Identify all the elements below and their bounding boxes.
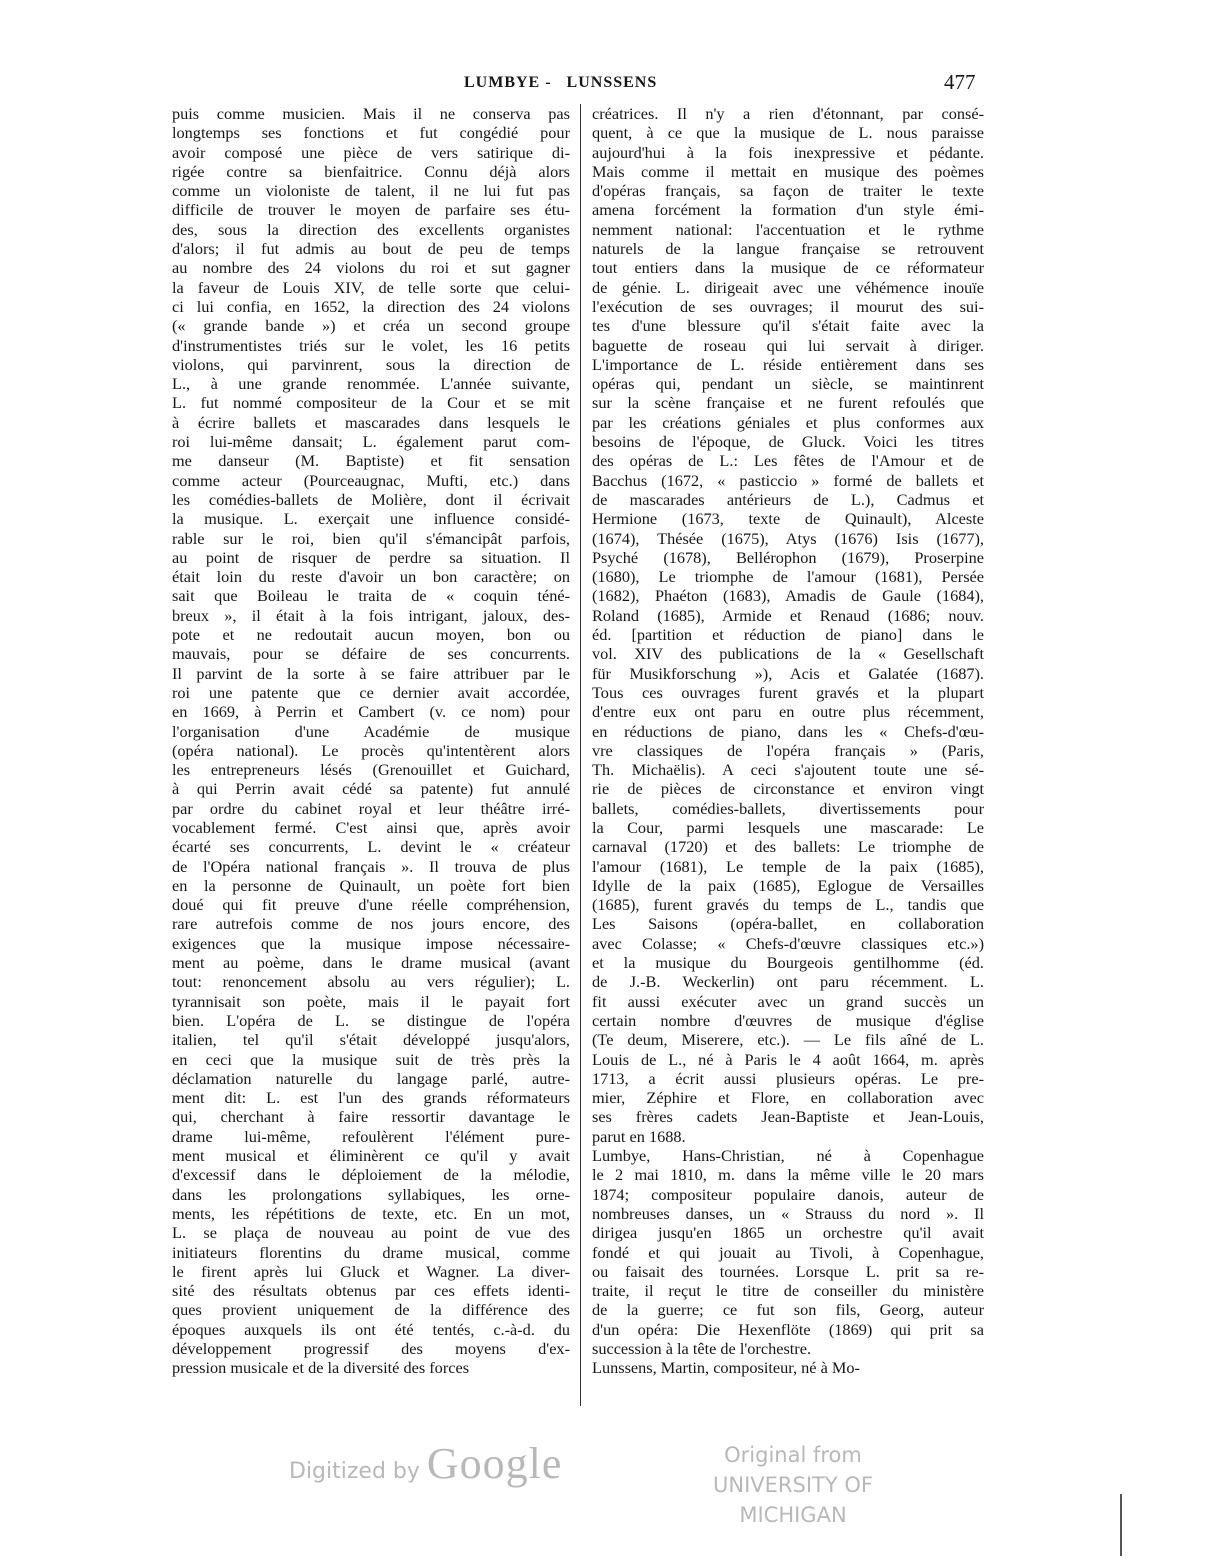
text-line: exigences que la musique impose nécessaire- <box>172 933 570 953</box>
text-line: doué qui fit preuve d'une réelle compréhension, <box>172 895 570 915</box>
text-line: ou faisait des tournées. Lorsque L. prit sa re- <box>592 1261 984 1281</box>
text-line: à qui Perrin avait cédé sa patente) fut annulé <box>172 779 570 799</box>
text-line: tes d'une blessure qu'il s'était faite avec la <box>592 316 984 336</box>
text-line: (1680), Le triomphe de l'amour (1681), Persée <box>592 567 984 587</box>
text-line: le firent après lui Gluck et Wagner. La diver- <box>172 1261 570 1281</box>
text-line: roi lui-même dansait; L. également parut com- <box>172 432 570 452</box>
text-line: au nombre des 24 violons du roi et sut gagner <box>172 258 570 278</box>
text-line: l'amour (1681), Le temple de la paix (1685), <box>592 856 984 876</box>
text-line: drame lui-même, refoulèrent l'élément pure- <box>172 1126 570 1146</box>
text-line: la Cour, parmi lesquels une mascarade: Le <box>592 817 984 837</box>
text-line: difficile de trouver le moyen de parfaire ses étu- <box>172 200 570 220</box>
text-line: tout entiers dans la musique de ce réformateur <box>592 258 984 278</box>
text-line: (1674), Thésée (1675), Atys (1676) Isis (1677), <box>592 528 984 548</box>
digitized-by-label: Digitized by <box>289 1459 420 1484</box>
text-line: quent, à ce que la musique de L. nous paraisse <box>592 123 984 143</box>
text-line: violons, qui parvinrent, sous la direction de <box>172 354 570 374</box>
text-line: rare autrefois comme de nos jours encore, des <box>172 914 570 934</box>
text-line: puis comme musicien. Mais il ne conserva pas <box>172 104 570 123</box>
text-line: (« grande bande ») et créa un second groupe <box>172 316 570 336</box>
text-line: et la musique du Bourgeois gentilhomme (éd. <box>592 953 984 973</box>
text-line: Les Saisons (opéra-ballet, en collaboration <box>592 914 984 934</box>
text-line: baguette de roseau qui lui servait à diriger. <box>592 335 984 355</box>
text-line: italien, tel qu'il s'était développé jusqu'alors, <box>172 1030 570 1050</box>
text-line: vre classiques de l'opéra français » (Paris, <box>592 740 984 760</box>
text-line: en réductions de piano, dans les « Chefs-d'œu- <box>592 721 984 741</box>
text-line: nombreuses danses, un « Strauss du nord ». Il <box>592 1203 984 1223</box>
text-line: traite, il reçut le titre de conseiller du ministère <box>592 1281 984 1301</box>
scan-edge-mark <box>1120 1494 1122 1556</box>
text-line: Idylle de la paix (1685), Eglogue de Versailles <box>592 875 984 895</box>
original-from-label: Original from <box>724 1443 862 1467</box>
text-line: fit aussi exécuter avec un grand succès un <box>592 991 984 1011</box>
text-line: L. fut nommé compositeur de la Cour et se mit <box>172 393 570 413</box>
text-line: éd. [partition et réduction de piano] dans le <box>592 625 984 645</box>
text-line: développement progressif des moyens d'ex- <box>172 1339 570 1358</box>
text-line: longtemps ses fonctions et fut congédié pour <box>172 123 570 143</box>
original-from-watermark <box>668 1440 918 1530</box>
text-line: pote et ne redoutait aucun moyen, bon ou <box>172 625 570 645</box>
text-line: certain nombre d'œuvres de musique d'église <box>592 1010 984 1030</box>
text-line: Bacchus (1672, « pasticcio » formé de ballets et <box>592 470 984 490</box>
text-line: Hermione (1673, texte de Quinault), Alceste <box>592 509 984 529</box>
text-line: de l'Opéra national français ». Il trouva de plus <box>172 856 570 876</box>
text-line: par les créations géniales et plus conformes aux <box>592 412 984 432</box>
text-line: ques provient uniquement de la différence des <box>172 1300 570 1320</box>
text-line: L., à une grande renommée. L'année suivante, <box>172 374 570 394</box>
text-line: Lumbye, Hans-Christian, né à Copenhague <box>592 1146 984 1166</box>
text-line: de la guerre; ce fut son fils, Georg, auteur <box>592 1300 984 1320</box>
text-line: rable sur le roi, bien qu'il s'émancipât parfois, <box>172 528 570 548</box>
text-line: (1685), furent gravés du temps de L., tandis que <box>592 895 984 915</box>
text-line: Psyché (1678), Bellérophon (1679), Proserpine <box>592 547 984 567</box>
text-line: mier, Zéphire et Flore, en collaboration avec <box>592 1088 984 1108</box>
text-line: vol. XIV des publications de la « Gesellschaft <box>592 644 984 664</box>
text-line: (Te deum, Miserere, etc.). — Le fils aîné de L. <box>592 1030 984 1050</box>
text-line: parut en 1688. <box>592 1126 686 1146</box>
text-line: l'organisation d'une Académie de musique <box>172 721 570 741</box>
text-line: ses frères cadets Jean-Baptiste et Jean-Louis, <box>592 1107 984 1127</box>
text-line: comme un violoniste de talent, il ne lui fut pas <box>172 181 570 201</box>
text-line: Th. Michaëlis). A ceci s'ajoutent toute une sé- <box>592 760 984 780</box>
text-line: me danseur (M. Baptiste) et fit sensation <box>172 451 570 471</box>
text-line: sur la scène française et ne furent refoulés que <box>592 393 984 413</box>
text-line: au point de risquer de perdre sa situation. Il <box>172 547 570 567</box>
text-line: roi une patente que ce dernier avait accordée, <box>172 682 570 702</box>
text-line: en 1669, à Perrin et Cambert (v. ce nom) pour <box>172 702 570 722</box>
text-line: les comédies-ballets de Molière, dont il écrivait <box>172 489 570 509</box>
text-line: écarté ses concurrents, L. devint le « créateur <box>172 837 570 857</box>
text-line: ment musical et éliminèrent ce qu'il y avait <box>172 1146 570 1166</box>
text-line: initiateurs florentins du drame musical, comme <box>172 1242 570 1262</box>
text-line: par ordre du cabinet royal et leur théâtre irré- <box>172 798 570 818</box>
text-line: succession à la tête de l'orchestre. <box>592 1339 812 1358</box>
text-line: Roland (1685), Armide et Renaud (1686; nouv. <box>592 605 984 625</box>
text-line: la musique. L. exerçait une influence considé- <box>172 509 570 529</box>
text-line: d'alors; il fut admis au bout de peu de temps <box>172 239 570 259</box>
text-line: de J.-B. Weckerlin) ont paru récemment. L. <box>592 972 984 992</box>
text-line: de mascarades antérieurs de L.), Cadmus et <box>592 489 984 509</box>
text-line: ment dit: L. est l'un des grands réformateurs <box>172 1088 570 1108</box>
text-line: L'importance de L. réside entièrement dans ses <box>592 354 984 374</box>
text-line: à écrire ballets et mascarades dans lesquels le <box>172 412 570 432</box>
text-line: ment au poème, dans le drame musical (avant <box>172 953 570 973</box>
text-line: nemment national: l'accentuation et le rythme <box>592 219 984 239</box>
text-line: tyrannisait son poète, mais il le payait fort <box>172 991 570 1011</box>
text-line: la faveur de Louis XIV, de telle sorte que celui- <box>172 277 570 297</box>
text-line: (1682), Phaéton (1683), Amadis de Gaule (1684), <box>592 586 984 606</box>
university-label: UNIVERSITY OF MICHIGAN <box>713 1473 873 1527</box>
text-line: sité des résultats obtenus par ces effets identi- <box>172 1281 570 1301</box>
text-line: en la personne de Quinault, un poète fort bien <box>172 875 570 895</box>
text-line: comme acteur (Pourceaugnac, Mufti, etc.) dans <box>172 470 570 490</box>
text-line: en ceci que la musique suit de très près la <box>172 1049 570 1069</box>
text-line: pression musicale et de la diversité des forces <box>172 1358 470 1378</box>
text-line: des, sous la direction des excellents organistes <box>172 219 570 239</box>
text-line: époques auxquels ils ont été tentés, c.-à-d. du <box>172 1319 570 1339</box>
text-line: rie de pièces de circonstance et environ vingt <box>592 779 984 799</box>
text-line: naturels de la langue française se retrouvent <box>592 239 984 259</box>
text-line: d'instrumentistes triés sur le volet, les 16 petits <box>172 335 570 355</box>
left-column <box>172 104 570 1378</box>
text-line: mauvais, pour se défaire de ses concurrents. <box>172 644 570 664</box>
text-line: (opéra national). Le procès qu'intentèrent alors <box>172 740 570 760</box>
text-line: opéras qui, pendant un siècle, se maintinrent <box>592 374 984 394</box>
text-line: fondé et qui jouait au Tivoli, à Copenhague, <box>592 1242 984 1262</box>
text-line: 1874; compositeur populaire danois, auteur de <box>592 1184 984 1204</box>
text-line: de génie. L. dirigeait avec une véhémence inouïe <box>592 277 984 297</box>
text-line: était loin du reste d'avoir un bon caractère; on <box>172 567 570 587</box>
text-line: amena forcément la formation d'un style émi- <box>592 200 984 220</box>
text-line: le 2 mai 1810, m. dans la même ville le 20 mars <box>592 1165 984 1185</box>
text-line: vocablement fermé. C'est ainsi que, après avoir <box>172 817 570 837</box>
text-line: d'opéras français, sa façon de traiter le texte <box>592 181 984 201</box>
text-line: d'excessif dans le déploiement de la mélodie, <box>172 1165 570 1185</box>
text-line: ballets, comédies-ballets, divertissements pour <box>592 798 984 818</box>
text-line: avec Colasse; « Chefs-d'œuvre classiques etc.») <box>592 933 984 953</box>
digitized-by-google-watermark <box>289 1438 562 1489</box>
right-column <box>592 104 984 1378</box>
google-logo: Google <box>426 1439 563 1488</box>
text-line: dans les prolongations syllabiques, les orne- <box>172 1184 570 1204</box>
text-line: bien. L'opéra de L. se distingue de l'opéra <box>172 1010 570 1030</box>
text-line: tout: renoncement absolu au vers régulier); L. <box>172 972 570 992</box>
running-header: LUMBYE - LUNSSENS <box>464 74 658 91</box>
text-line: créatrices. Il n'y a rien d'étonnant, par consé- <box>592 104 984 123</box>
text-line: besoins de l'époque, de Gluck. Voici les titres <box>592 432 984 452</box>
text-line: l'exécution de ses ouvrages; il mourut des sui- <box>592 296 984 316</box>
page-number: 477 <box>944 70 976 94</box>
text-line: Lunssens, Martin, compositeur, né à Mo- <box>592 1358 860 1378</box>
text-line: 1713, a écrit aussi plusieurs opéras. Le pre- <box>592 1068 984 1088</box>
text-line: les entrepreneurs lésés (Grenouillet et Guichard, <box>172 760 570 780</box>
text-line: aujourd'hui à la fois inexpressive et pédante. <box>592 142 984 162</box>
text-line: ci lui confia, en 1652, la direction des 24 violons <box>172 296 570 316</box>
text-line: carnaval (1720) et des ballets: Le triomphe de <box>592 837 984 857</box>
text-line: d'entre eux ont paru en outre plus récemment, <box>592 702 984 722</box>
text-line: des opéras de L.: Les fêtes de l'Amour et de <box>592 451 984 471</box>
text-line: ments, les répétitions de texte, etc. En un mot, <box>172 1203 570 1223</box>
text-line: avoir composé une pièce de vers satirique di- <box>172 142 570 162</box>
text-line: Tous ces ouvrages furent gravés et la plupart <box>592 682 984 702</box>
column-divider <box>580 104 581 1406</box>
text-line: dirigea jusqu'en 1865 un orchestre qu'il avait <box>592 1223 984 1243</box>
text-line: Il parvint de la sorte à se faire attribuer par le <box>172 663 570 683</box>
text-line: breux », il était à la fois intrigant, jaloux, des- <box>172 605 570 625</box>
text-line: sait que Boileau le traita de « coquin téné- <box>172 586 570 606</box>
text-line: für Musikforschung »), Acis et Galatée (1687). <box>592 663 984 683</box>
text-line: L. se plaça de nouveau au point de vue des <box>172 1223 570 1243</box>
text-line: déclamation naturelle du langage parlé, autre- <box>172 1068 570 1088</box>
text-line: d'un opéra: Die Hexenflöte (1869) qui prit sa <box>592 1319 984 1339</box>
text-line: rigée contre sa bienfaitrice. Connu déjà alors <box>172 161 570 181</box>
text-line: qui, cherchant à faire ressortir davantage le <box>172 1107 570 1127</box>
text-line: Mais comme il mettait en musique des poèmes <box>592 161 984 181</box>
text-line: Louis de L., né à Paris le 4 août 1664, m. après <box>592 1049 984 1069</box>
